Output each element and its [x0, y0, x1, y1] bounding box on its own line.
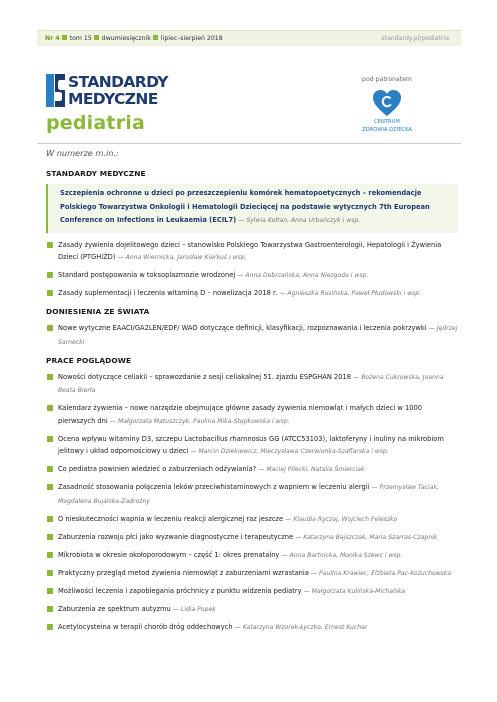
bullet-square-icon [47, 552, 53, 558]
item-authors: — Paulina Krawiec, Elżbieta Pac-Kożuchowska [311, 569, 452, 577]
bullet-square-icon [47, 484, 53, 490]
volume: tom 15 [69, 35, 92, 42]
list-item[interactable] [46, 239, 458, 265]
bullet-square-icon [47, 534, 53, 540]
item-title: Nowe wytyczne EAACI/GA2LEN/EDF/ WAO dotyczące definicji, klasyfikacji, rozpoznawania i leczenia pokrzywki [58, 324, 427, 332]
bullet-square-icon [47, 570, 53, 576]
patronage-org-line-2: ZDROWIA DZIECKA [362, 127, 412, 133]
bullet-square-icon [47, 242, 53, 248]
item-title: Zasadność stosowania połączenia leków przeciwhistaminowych z wapniem w leczeniu alergii [58, 483, 370, 491]
bullet-square-icon [47, 516, 53, 522]
item-title: Nowości dotyczące celiakii – sprawozdanie z sesji celiakalnej 51. zjazdu ESPGHAN 2018 [58, 372, 352, 381]
item-title: Zasady żywienia dojelitowego dzieci – stanowisko Polskiego Towarzystwa Gastroenterologii, Hepatologii i Żywienia Dzieci (PTGHiŻD) [58, 240, 442, 261]
item-title: Mikrobiota w okresie okołoporodowym – część 1: okres prenatalny [58, 550, 280, 559]
bullet-square-icon [47, 325, 53, 331]
bullet-square-icon [47, 588, 53, 594]
section-heading-prace: PRACE POGLĄDOWE [46, 355, 132, 365]
logo-word-2: MEDYCZNE [68, 90, 158, 108]
item-title: Kalendarz żywienia – nowe narzędzie obejmujące główne zasady żywienia niemowląt i małych dzieci w 1000 pierwszych dni [58, 404, 422, 425]
list-item[interactable] [46, 567, 458, 581]
item-authors: — Katarzyna Wzorek-Łyczko, Ernest Kuchar [234, 623, 368, 631]
item-title: O nieskuteczności wapnia w leczeniu reakcji alergicznej raz jeszcze [58, 514, 284, 523]
item-authors: — Małgorzata Matuszczyk, Paulina Mika-Stępkowska i wsp. [109, 417, 290, 425]
bullet-square-icon [47, 606, 53, 612]
item-authors: — Katarzyna Bajszczak, Maria Szarras-Czapnik [295, 533, 438, 541]
featured-article[interactable] [46, 184, 458, 233]
header-bar [37, 30, 461, 46]
list-item[interactable] [46, 287, 458, 301]
item-title: Co pediatra powinien wiedzieć o zaburzeniach odżywiania? [58, 465, 257, 473]
patronage-label: pod patronatem [362, 76, 412, 83]
list-item[interactable] [46, 549, 458, 563]
bullet-square-icon [47, 624, 53, 630]
bullet-square-icon [153, 35, 158, 40]
item-authors: — Marcin Dziekiewicz, Mieczysława Czerwionka-Szaflarska i wsp. [190, 448, 389, 455]
divider [37, 143, 461, 144]
item-title: Zasady suplementacji i leczenia witaminą D – nowelizacja 2018 r. [58, 289, 278, 297]
item-authors: — Anna Wiernicka, Jarosław Kierkuś i wsp. [117, 254, 247, 261]
item-title: Zaburzenia ze spektrum autyzmu [58, 604, 171, 613]
logo-mark-icon [46, 74, 65, 107]
list-item[interactable] [46, 463, 458, 477]
list-item[interactable] [46, 322, 458, 349]
item-authors: — Anna Dobrzańska, Anna Niezgoda i wsp. [237, 272, 369, 279]
item-authors: — Maciej Pilecki, Natalia Śmierciak [258, 466, 365, 473]
section-heading-doniesienia: DONIESIENIA ZE ŚWIATA [46, 307, 150, 316]
list-item[interactable] [46, 585, 458, 599]
bullet-square-icon [47, 436, 53, 442]
list-item[interactable] [46, 481, 458, 508]
bullet-square-icon [94, 35, 99, 40]
bullet-square-icon [47, 466, 53, 472]
item-authors: — Przemysław Taciak, Magdalena Bujalska-Zadrożny [58, 484, 439, 505]
item-title: Acetylocysteina w terapii chorób dróg oddechowych [58, 622, 233, 631]
logo-word-1: STANDARDY [68, 73, 168, 91]
item-title: Zaburzenia rozwoju płci jako wyzwanie diagnostyczne i terapeutyczne [58, 532, 294, 541]
item-authors: — Jędrzej Sarnecki [58, 325, 458, 346]
frequency: dwumiesięcznik [101, 35, 151, 42]
issue-number: Nr 4 [45, 35, 60, 42]
bullet-square-icon [47, 272, 53, 278]
item-authors: — Agnieszka Rusińska, Paweł Płudowski i wsp. [279, 290, 422, 297]
header-meta [45, 31, 223, 47]
period: lipiec–sierpień 2018 [160, 35, 223, 42]
site-url[interactable]: standardy.pl/pediatria [381, 35, 449, 42]
item-authors: — Małgorzata Kulińska-Michalska [303, 587, 406, 595]
list-item[interactable] [46, 531, 458, 545]
item-title: Praktyczny przegląd metod żywienia niemowląt z zaburzeniami wzrastania [58, 568, 309, 577]
intro-text: W numerze m.in.: [46, 148, 119, 158]
list-item[interactable] [46, 402, 458, 428]
item-authors: — Lidia Popek [172, 605, 216, 613]
list-item[interactable] [46, 371, 458, 398]
patronage [352, 76, 422, 134]
item-authors: — Anna Bartnicka, Monika Szewc i wsp. [281, 551, 403, 559]
list-item[interactable] [46, 269, 458, 283]
bullet-square-icon [47, 405, 53, 411]
item-authors: — Bożena Cukrowska, Joanna Beata Bierła [58, 373, 444, 394]
bullet-square-icon [47, 374, 53, 380]
heart-logo-icon [371, 88, 403, 118]
list-item[interactable] [46, 603, 458, 617]
contents-list [46, 148, 458, 639]
bullet-square-icon [47, 290, 53, 296]
section-heading-standardy: STANDARDY MEDYCZNE [46, 169, 146, 178]
item-authors: — Klaudia Ryczaj, Wojciech Feleszko [285, 515, 398, 523]
featured-authors: — Sylwia Kołtan, Anna Urbańczyk i wsp. [238, 217, 361, 224]
patronage-org-line-1: CENTRUM [374, 119, 400, 125]
featured-title: Szczepienia ochronne u dzieci po przeszczepieniu komórek hematopoetycznych – rekomendacje Polskiego Towarzystwa Onkologii i Hematologii Dziecięcej na podstawie wytycznych 7th European Conference on Infections in Leukaemia (ECIL7) [60, 189, 430, 224]
standardy-medyczne-logo [46, 72, 206, 108]
item-title: Ocena wpływu witaminy D3, szczepu Lactobacillus rhamnosus GG (ATCC53103), laktoferyny i inuliny na mikrobiom jelitowy i układ odpornościowy u dzieci [58, 434, 444, 455]
item-title: Możliwości leczenia i zapobiegania próchnicy z punktu widzenia pediatry [58, 586, 302, 595]
list-item[interactable] [46, 513, 458, 527]
list-item[interactable] [46, 433, 458, 459]
journal-title: pediatria [46, 112, 146, 134]
list-item[interactable] [46, 621, 458, 635]
item-title: Standard postępowania w toksoplazmozie wrodzonej [58, 271, 236, 279]
bullet-square-icon [62, 35, 67, 40]
